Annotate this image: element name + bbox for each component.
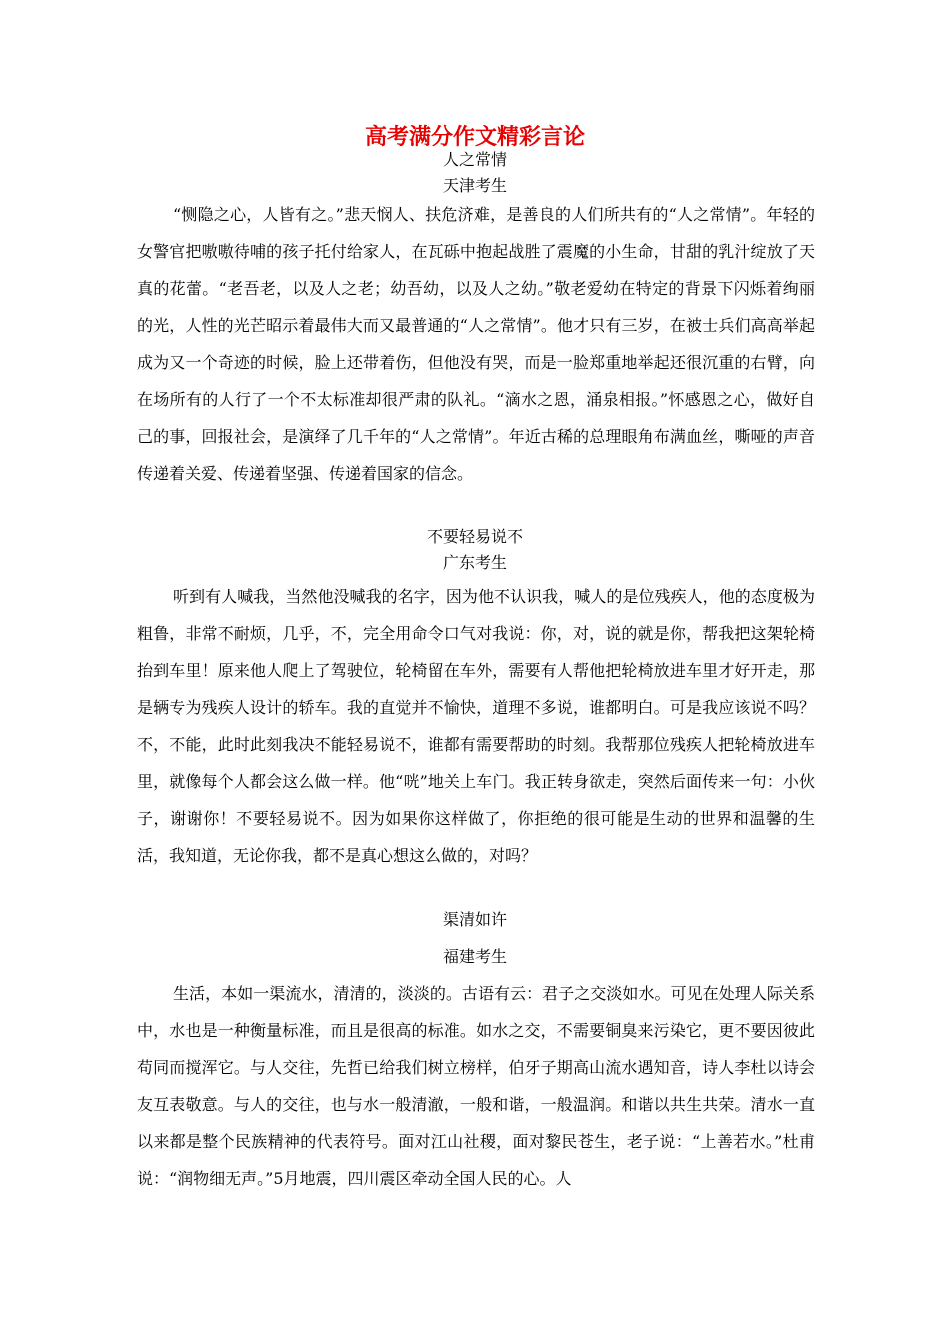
essay-3-heading: 渠清如许 [442, 910, 507, 929]
essay-2-author: 广东考生 [442, 553, 507, 572]
essay-1-heading: 人之常情 [442, 150, 507, 169]
essay-2-body: 听到有人喊我，当然他没喊我的名字，因为他不认识我，喊人的是位残疾人，他的态度极为粗鲁，非常不耐烦，几乎，不，完全用命令口气对我说：你，对，说的就是你，帮我把这架轮椅抬到车里！原来他人爬上了驾驶位，轮椅留在车外，需要有人帮他把轮椅放进车里才好开走，那是辆专为残疾人设计的轿车。我的直觉并不愉快，道理不多说，谁都明白。可是我应该说不吗？不，不能，此时此刻我决不能轻易说不，谁都有需要帮助的时刻。我帮那位残疾人把轮椅放进车里，就像每个人都会这么做一样。他“咣”地关上车门。我正转身欲走，突然后面传来一句：小伙子，谢谢你！不要轻易说不。因为如果你这样做了，你拒绝的很可能是生动的世界和温馨的生活，我知道，无论你我，都不是真心想这么做的，对吗？ [137, 587, 815, 865]
essay-1-author: 天津考生 [442, 176, 507, 195]
essay-1-body: “恻隐之心，人皆有之。”悲天悯人、扶危济难，是善良的人们所共有的“人之常情”。年轻的女警官把嗷嗷待哺的孩子托付给家人，在瓦砾中抱起战胜了震魔的小生命，甘甜的乳汁绽放了天真的花蕾。“老吾老，以及人之老；幼吾幼，以及人之幼。”敬老爱幼在特定的背景下闪烁着绚丽的光，人性的光芒昭示着最伟大而又最普通的“人之常情”。他才只有三岁，在被士兵们高高举起成为又一个奇迹的时候，脸上还带着伤，但他没有哭，而是一脸郑重地举起还很沉重的右臂，向在场所有的人行了一个不太标准却很严肃的队礼。“滴水之恩，涌泉相报。”怀感恩之心，做好自己的事，回报社会，是演绎了几千年的“人之常情”。年近古稀的总理眼角布满血丝，嘶哑的声音传递着关爱、传递着坚强、传递着国家的信念。 [137, 205, 815, 483]
essay-2-heading: 不要轻易说不 [426, 527, 523, 546]
document-title: 高考满分作文精彩言论 [364, 124, 585, 150]
essay-3-body: 生活，本如一渠流水，清清的，淡淡的。古语有云：君子之交淡如水。可见在处理人际关系中，水也是一种衡量标准，而且是很高的标准。如水之交，不需要铜臭来污染它，更不要因彼此苟同而搅浑它。与人交往，先哲已给我们树立榜样，伯牙子期高山流水遇知音，诗人李杜以诗会友互表敬意。与人的交往，也与水一般清澈，一般和谐，一般温润。和谐以共生共荣。清水一直以来都是整个民族精神的代表符号。面对江山社稷，面对黎民苍生，老子说：“上善若水。”杜甫说：“润物细无声。”5月地震，四川震区牵动全国人民的心。人 [137, 984, 815, 1188]
essay-3-author: 福建考生 [442, 947, 507, 966]
